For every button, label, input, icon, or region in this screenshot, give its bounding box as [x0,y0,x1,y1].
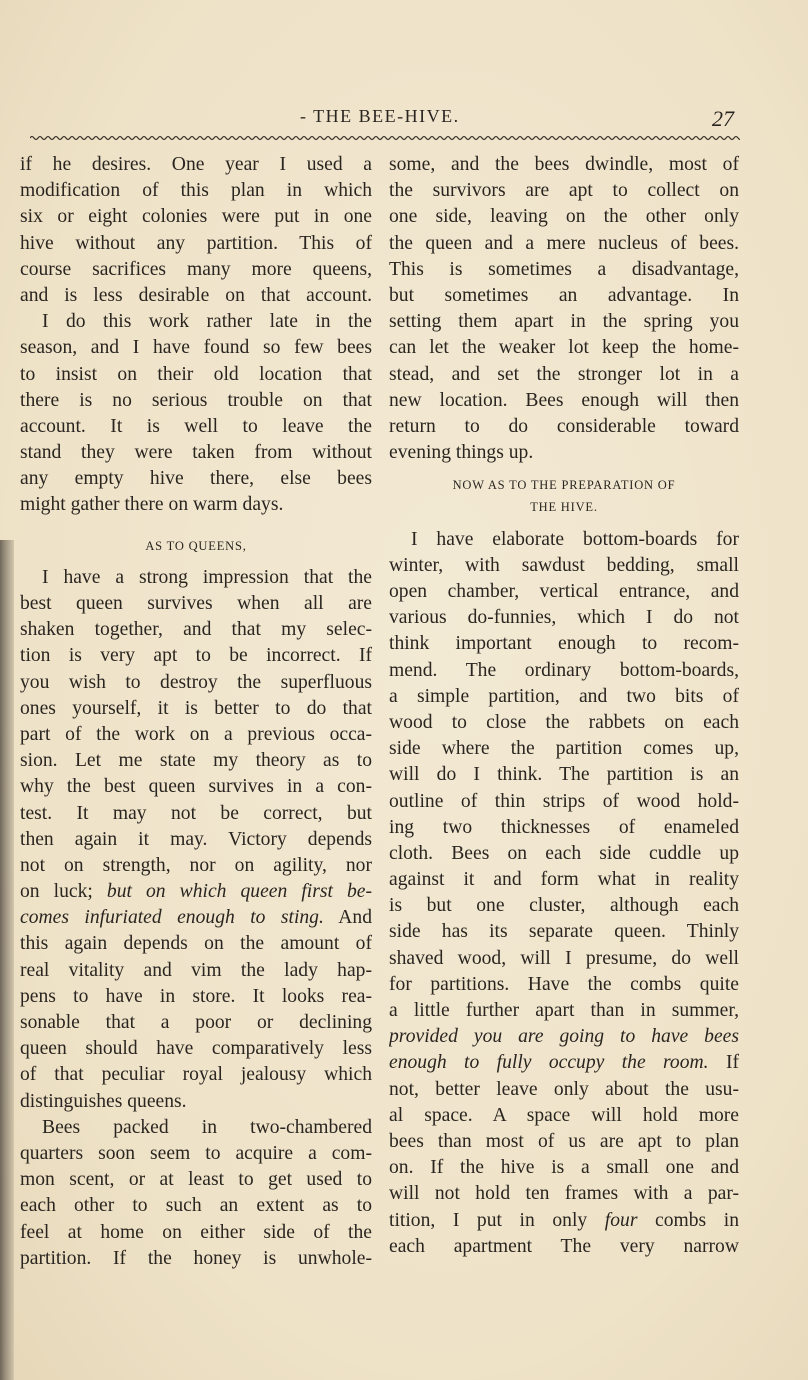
text-line: This is sometimes a disadvantage, [389,258,739,280]
section-heading-preparation-2: THE HIVE. [530,500,598,515]
text-line: and is less desirable on that account. [20,284,372,306]
text-line: season, and I have found so few bees [20,337,372,359]
text-line: shaved wood, will I presume, do well [389,947,739,969]
text-line: real vitality and vim the lady hap- [20,959,372,981]
text-line: but sometimes an advantage. In [389,284,739,306]
text-line: sonable that a poor or declining [20,1012,372,1033]
text-line: evening things up. [389,442,534,464]
text-line: modification of this plan in which [20,180,372,202]
text-line: the queen and a mere nucleus of bees. [389,232,739,254]
text-line: test. It may not be correct, but [20,802,372,824]
text-line: feel at home on either side of the [20,1221,372,1243]
text-line: bees than most of us are apt to plan [389,1130,739,1152]
running-title: - THE BEE-HIVE. [300,106,460,126]
header-wavy-rule [30,134,740,142]
text-line: mend. The ordinary bottom-boards, [389,659,739,681]
text-line: Bees packed in two-chambered [42,1116,372,1138]
page-header [0,106,808,130]
text-line: setting them apart in the spring you [389,311,739,333]
text-line: wood to close the rabbets on each [389,711,739,733]
text-line: will not hold ten frames with a par- [389,1183,739,1205]
text-line: is but one cluster, although each [389,895,739,917]
text-line: I have a strong impression that the [42,566,372,588]
text-line: against it and form what in reality [389,869,739,891]
text-line: outline of thin strips of wood hold- [389,790,739,812]
text-line: stand they were taken from without [20,442,372,464]
text-line: this again depends on the amount of [20,933,372,955]
text-line: partition. If the honey is unwhole- [20,1247,372,1269]
text-line: I do this work rather late in the [42,311,372,333]
text-line: best queen survives when all are [20,593,372,614]
text-line: provided you are going to have bees [389,1026,739,1048]
text-line: some, and the bees dwindle, most of [389,154,739,175]
text-line: part of the work on a previous occa- [20,723,372,745]
text-line: not on strength, nor on agility, nor [20,854,372,876]
text-line: various do-funnies, which I do not [389,607,739,629]
text-line: any empty hive there, else bees [20,468,372,490]
text-line: sion. Let me state my theory as to [20,750,372,772]
text-line: not, better leave only about the usu- [389,1078,739,1100]
text-line: hive without any partition. This of [20,232,372,254]
text-line: each other to such an extent as to [20,1195,372,1217]
text-line: distinguishes queens. [20,1090,187,1112]
text-line: on luck; but on which queen first be- [20,881,372,903]
text-line: new location. Bees enough will then [389,389,739,411]
text-line: side has its separate queen. Thinly [389,921,739,943]
text-line: six or eight colonies were put in one [20,206,372,228]
text-line: I have elaborate bottom-boards for [411,528,739,550]
text-line: comes infuriated enough to sting. And [20,907,372,929]
right-column [389,152,739,1260]
left-column [20,152,372,1272]
text-line: return to do considerable toward [389,415,739,437]
section-heading-preparation: NOW AS TO THE PREPARATION OF [452,478,676,493]
text-line: if he desires. One year I used a [20,154,372,175]
text-line: shaken together, and that my selec- [20,619,372,641]
text-line: mon scent, or at least to get used to [20,1169,372,1191]
text-line: you wish to destroy the superfluous [20,671,372,693]
text-line: there is no serious trouble on that [20,389,372,411]
text-line: on. If the hive is a small one and [389,1157,739,1179]
text-line: why the best queen survives in a con- [20,776,372,798]
text-line: for partitions. Have the combs quite [389,973,739,995]
text-line: ing two thicknesses of enameled [389,816,739,838]
text-line: can let the weaker lot keep the home- [389,337,739,359]
text-line: ones yourself, it is better to do that [20,697,372,719]
text-line: a simple partition, and two bits of [389,685,739,707]
text-line: al space. A space will hold more [389,1104,739,1126]
text-line: pens to have in store. It looks rea- [20,985,372,1007]
text-line: queen should have comparatively less [20,1038,372,1060]
binding-shadow [0,540,14,1380]
text-line: tion is very apt to be incorrect. If [20,645,372,667]
text-line: account. It is well to leave the [20,415,372,437]
text-line: might gather there on warm days. [20,494,284,516]
text-line: of that peculiar royal jealousy which [20,1064,372,1086]
text-line: course sacrifices many more queens, [20,258,372,280]
text-line: think important enough to recom- [389,633,739,655]
page-number: 27 [712,106,734,131]
text-line: stead, and set the stronger lot in a [389,363,739,385]
text-line: each apartment The very narrow [389,1235,739,1257]
text-line: then again it may. Victory depends [20,828,372,850]
text-line: one side, leaving on the other only [389,206,739,228]
text-line: open chamber, vertical entrance, and [389,581,739,602]
text-line: will do I think. The partition is an [389,764,739,786]
text-line: cloth. Bees on each side cuddle up [389,842,739,864]
text-line: the survivors are apt to collect on [389,180,739,202]
text-line: tition, I put in only four combs in [389,1209,739,1231]
text-line: side where the partition comes up, [389,738,739,760]
text-line: enough to fully occupy the room. If [389,1052,739,1074]
section-heading-queens: AS TO QUEENS, [145,538,247,553]
text-line: quarters soon seem to acquire a com- [20,1142,372,1164]
text-line: to insist on their old location that [20,363,372,385]
text-line: winter, with sawdust bedding, small [389,554,739,576]
text-line: a little further apart than in summer, [389,1000,739,1021]
